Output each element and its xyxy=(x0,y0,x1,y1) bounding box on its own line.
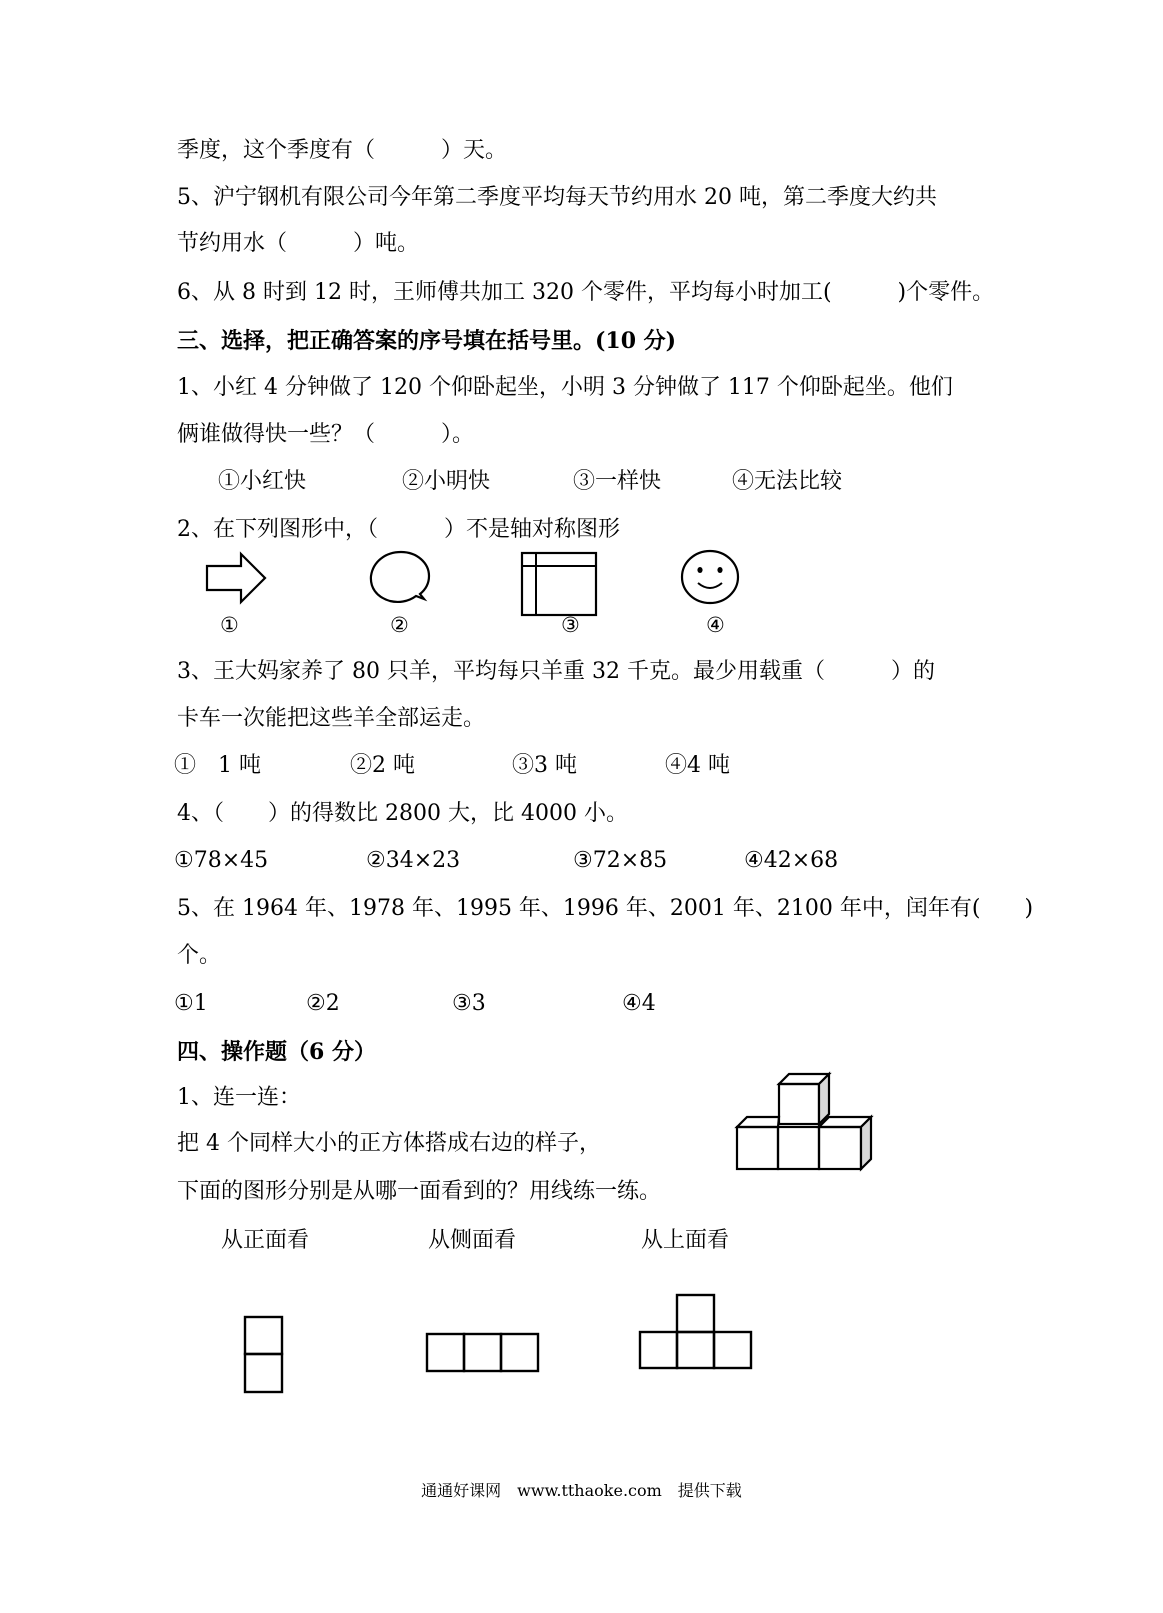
q4-1-line-3: 下面的图形分别是从哪一面看到的？用线练一练。 xyxy=(177,1179,662,1204)
q3-3-option-1: ① 1 吨 xyxy=(174,753,261,778)
text-line-3: 节约用水（ ）吨。 xyxy=(177,231,420,256)
q4-1-line-2: 把 4 个同样大小的正方体搭成右边的样子， xyxy=(177,1131,601,1156)
q3-1-line-1: 1、小红 4 分钟做了 120 个仰卧起坐，小明 3 分钟做了 117 个仰卧起坐。他们 xyxy=(177,375,953,400)
text-line-1: 季度，这个季度有（ ）天。 xyxy=(177,138,508,163)
framed-rectangle-shape xyxy=(520,551,600,617)
view-three-squares-row xyxy=(425,1330,541,1374)
q3-1-option-3: ③一样快 xyxy=(573,469,662,494)
q3-1-option-1: ①小红快 xyxy=(218,469,307,494)
q3-4-option-1: ①78×45 xyxy=(174,848,269,873)
q3-3-option-2: ②2 吨 xyxy=(350,753,415,778)
q3-2-label-4: ④ xyxy=(706,613,725,637)
q3-2-label-1: ① xyxy=(220,613,239,637)
text-line-2: 5、沪宁钢机有限公司今年第二季度平均每天节约用水 20 吨，第二季度大约共 xyxy=(177,185,937,210)
q3-4-option-4: ④42×68 xyxy=(744,848,839,873)
q3-2-label-2: ② xyxy=(390,613,409,637)
q3-2-label-3: ③ xyxy=(561,613,580,637)
q3-1-option-4: ④无法比较 xyxy=(732,469,843,494)
q3-1-line-2: 俩谁做得快一些？（ ）。 xyxy=(177,422,475,447)
view-t-shape-squares xyxy=(638,1292,754,1372)
q3-5-option-1: ①1 xyxy=(174,991,208,1016)
q3-5-line-2: 个。 xyxy=(177,943,222,968)
q4-1-line-1: 1、连一连： xyxy=(177,1085,301,1110)
arrow-right-shape xyxy=(205,552,269,604)
view-label-front: 从正面看 xyxy=(221,1228,310,1253)
q3-3-option-4: ④4 吨 xyxy=(665,753,730,778)
q3-4-option-3: ③72×85 xyxy=(573,848,668,873)
text-line-4: 6、从 8 时到 12 时，王师傅共加工 320 个零件，平均每小时加工( )个零件。 xyxy=(177,280,995,305)
q3-3-line-1: 3、王大妈家养了 80 只羊，平均每只羊重 32 千克。最少用载重（ ）的 xyxy=(177,659,935,684)
q3-1-option-2: ②小明快 xyxy=(402,469,491,494)
cube-stack-figure xyxy=(734,1072,880,1174)
smiley-face-shape xyxy=(680,549,742,605)
q3-4-line-1: 4、（ ）的得数比 2800 大，比 4000 小。 xyxy=(177,801,628,826)
q3-3-option-3: ③3 吨 xyxy=(512,753,577,778)
speech-bubble-shape xyxy=(368,548,434,606)
view-label-top: 从上面看 xyxy=(641,1228,730,1253)
q3-5-option-4: ④4 xyxy=(622,991,656,1016)
q3-4-option-2: ②34×23 xyxy=(366,848,461,873)
q3-5-option-2: ②2 xyxy=(306,991,340,1016)
view-two-stacked-squares xyxy=(243,1315,285,1397)
page-footer: 通通好课网 www.tthaoke.com 提供下载 xyxy=(421,1481,742,1500)
section-4-heading: 四、操作题（6 分） xyxy=(177,1039,376,1065)
q3-3-line-2: 卡车一次能把这些羊全部运走。 xyxy=(177,706,486,731)
q3-5-line-1: 5、在 1964 年、1978 年、1995 年、1996 年、2001 年、2100 年中，闰年有( ) xyxy=(177,896,1034,921)
view-label-side: 从侧面看 xyxy=(428,1228,517,1253)
q3-2-line-1: 2、在下列图形中，（ ）不是轴对称图形 xyxy=(177,517,620,542)
q3-5-option-3: ③3 xyxy=(452,991,486,1016)
section-3-heading: 三、选择，把正确答案的序号填在括号里。(10 分) xyxy=(177,328,677,354)
